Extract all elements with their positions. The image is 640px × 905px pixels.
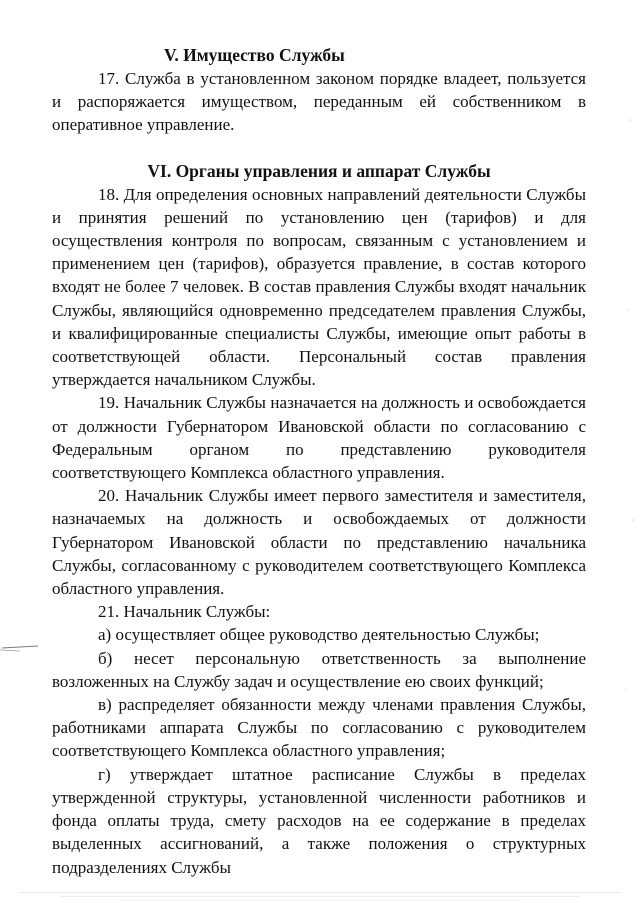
list-item: в) распределяет обязанности между членами правления Службы, работниками аппарата Службы по согласованию с руководителем соответствующего Комплекса областного управления;: [52, 695, 586, 761]
section-heading: V. Имущество Службы: [164, 45, 345, 65]
list-item: а) осуществляет общее руководство деятельностью Службы;: [98, 625, 540, 645]
document-page: [52, 44, 586, 879]
bottom-bleed: [20, 892, 620, 901]
list-item: б) несет персональную ответственность за выполнение возложенных на Службу задач и осуществление ею своих функций;: [52, 648, 586, 691]
section-heading: VI. Органы управления и аппарат Службы: [147, 160, 491, 181]
right-speckles: [625, 119, 633, 690]
paragraph: 19. Начальник Службы назначается на должность и освобождается от должности Губернатором Ивановской области по согласованию с Федеральным органом по представлению руководителя соответствующего Комплекса областного управления.: [52, 393, 586, 483]
paragraph: 20. Начальник Службы имеет первого заместителя и заместителя, назначаемых на должность и освобождаемых от должности Губернатором Ивановской области по представлению начальника Службы, согласованному с руководителем соответствующего Комплекса областного управления.: [52, 486, 586, 599]
paragraph: 18. Для определения основных направлений деятельности Службы и принятия решений по установлению цен (тарифов) и для осуществления контроля по вопросам, связанным с установлением и применением цен (тарифов), образуется правление, в состав которого входят не более 7 человек. В состав правления Службы входят начальник Службы, являющийся одновременно председателем правления Службы, и квалифицированные специалисты Службы, имеющие опыт работы в соответствующей области. Персональный состав правления утверждается начальником Службы.: [52, 184, 586, 390]
paragraph: 21. Начальник Службы:: [98, 602, 271, 622]
margin-mark: [2, 646, 38, 648]
paragraph: 17. Служба в установленном законом порядке владеет, пользуется и распоряжается имуществом, переданным ей собственником в оперативное управление.: [52, 69, 586, 135]
margin-mark: [0, 650, 20, 651]
list-item: г) утверждает штатное расписание Службы в пределах утвержденной структуры, установленной численности работников и фонда оплаты труда, смету расходов на ее содержание в пределах выделенных ассигнований, а также положения о структурных подразделениях Службы: [52, 764, 586, 877]
